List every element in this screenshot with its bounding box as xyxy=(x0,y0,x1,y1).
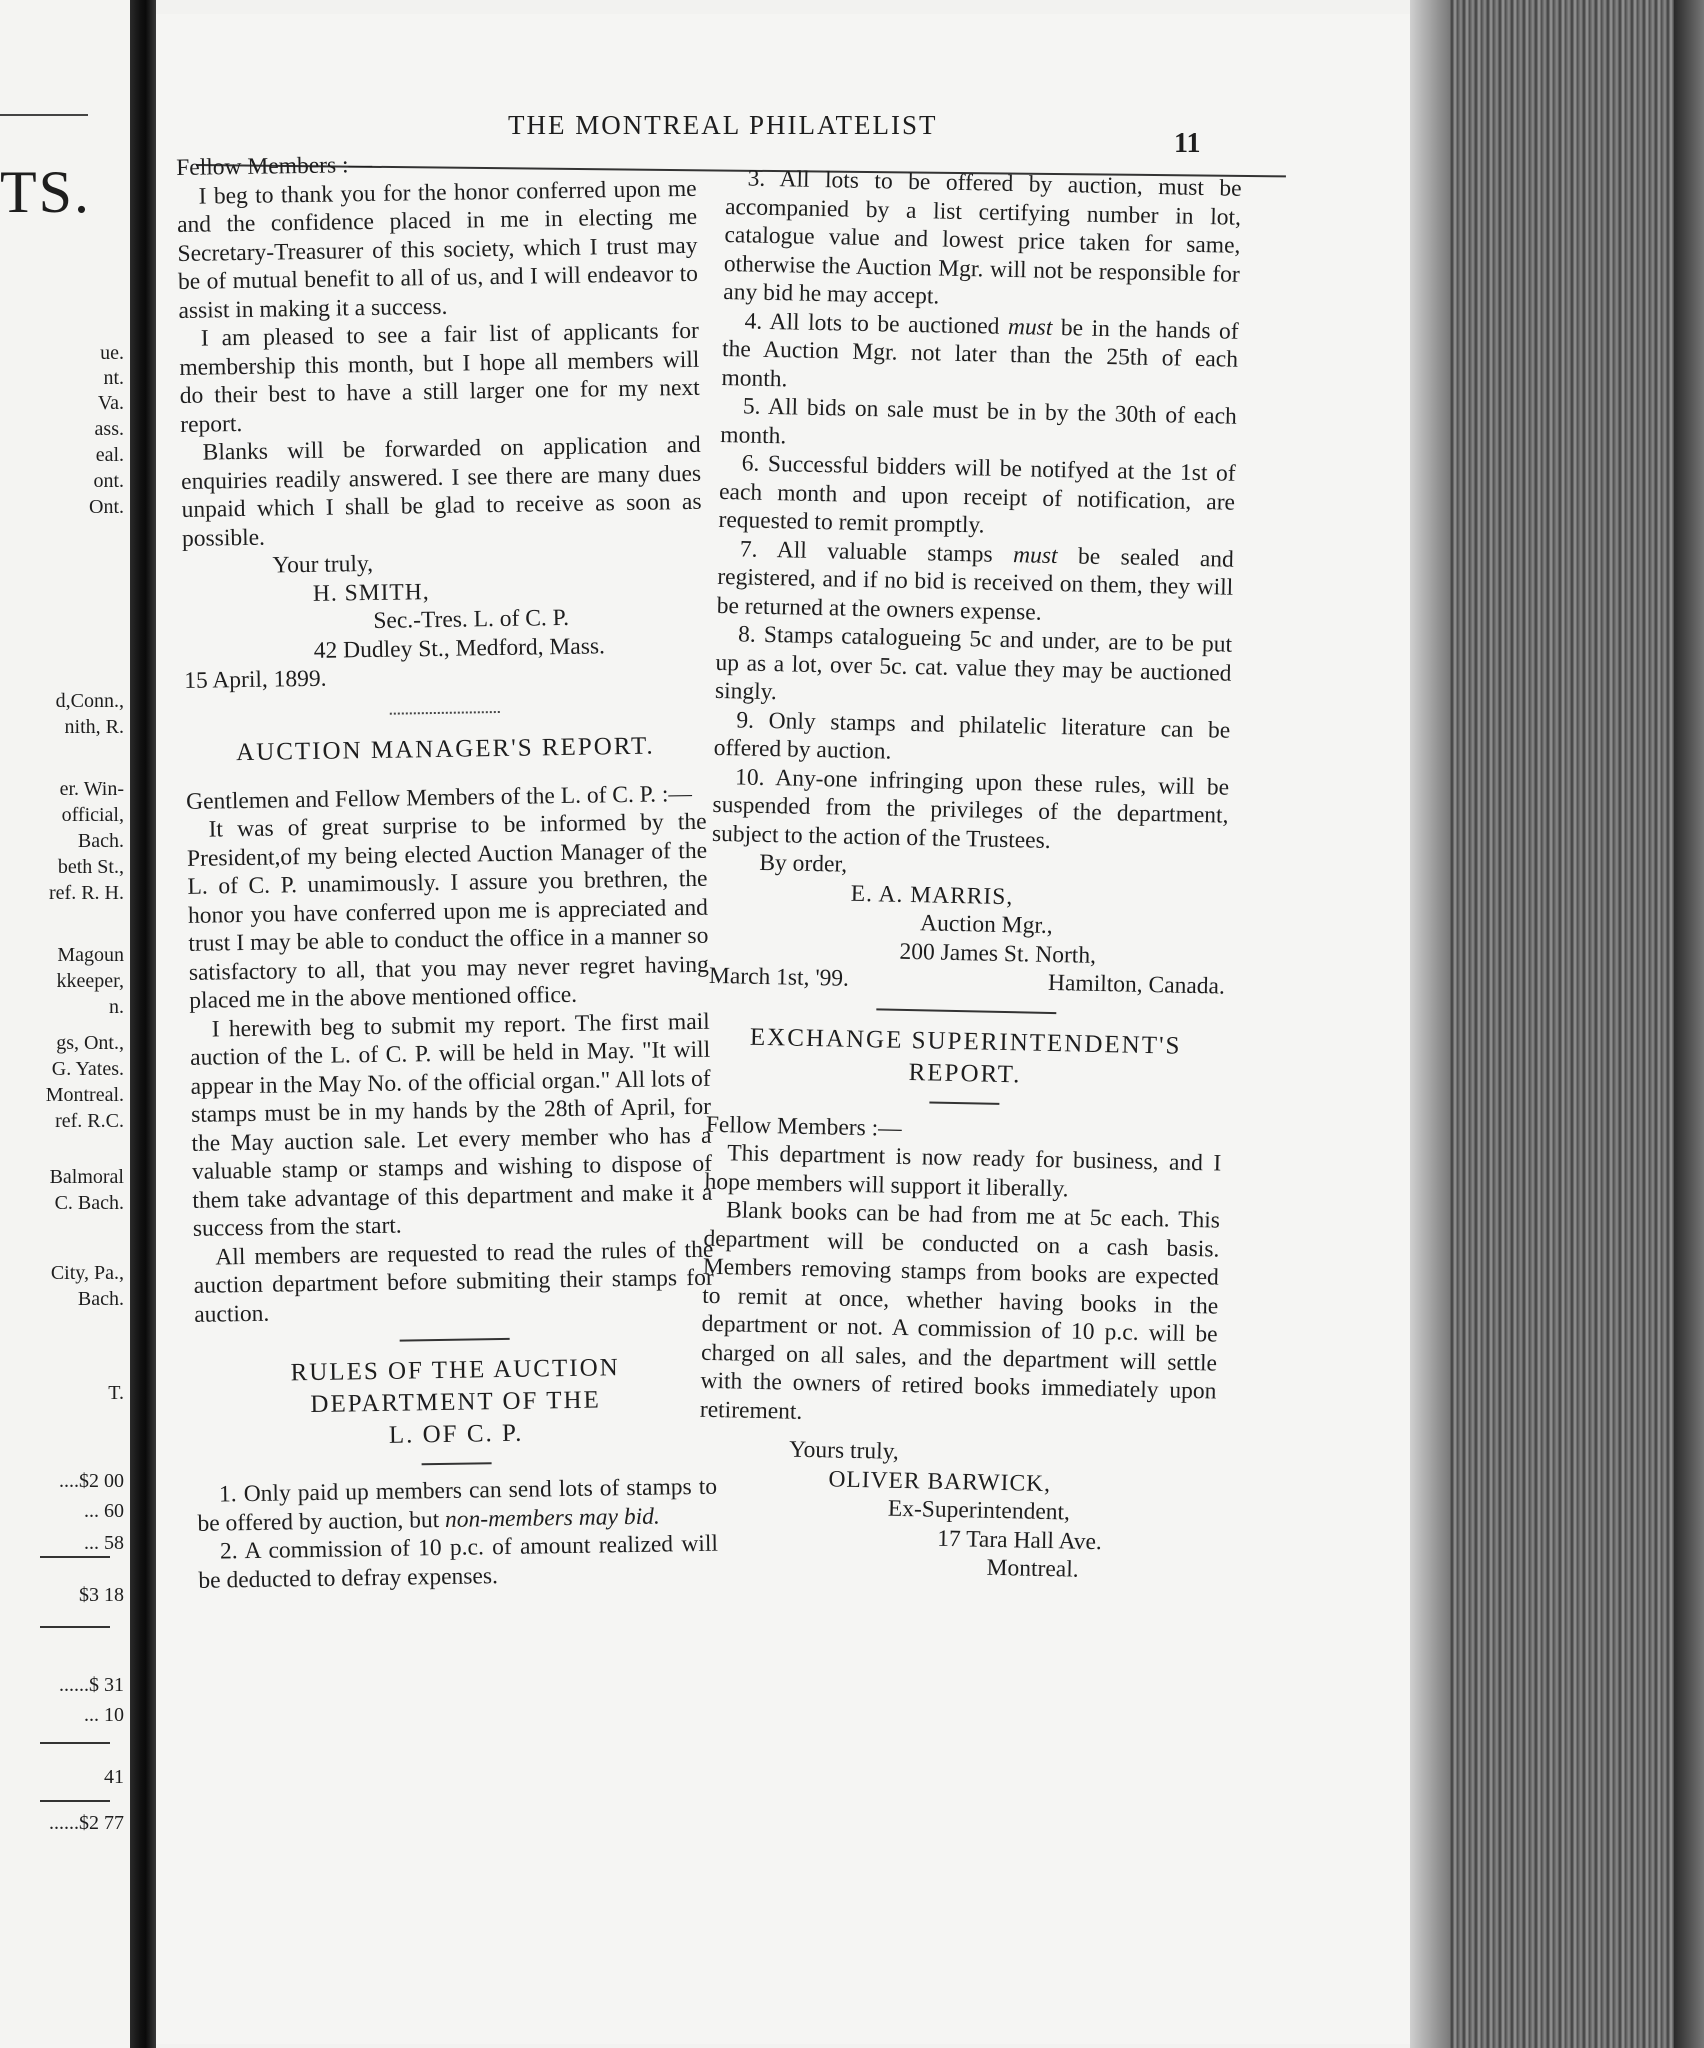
facing-page-fragment-line: ... 10 xyxy=(84,1704,124,1726)
signatory-address: 200 James St. North, xyxy=(899,938,1097,969)
facing-page-fragment-line: ont. xyxy=(93,470,124,492)
rules-heading: DEPARTMENT OF THE xyxy=(310,1386,602,1419)
running-title: THE MONTREAL PHILATELIST xyxy=(508,110,938,140)
facing-page-fragment-line: ass. xyxy=(94,418,124,440)
exchange-paragraph: Blank books can be had from me at 5c each. This department will be conducted on a cash basis. Members removing stamps from books are expected to remit at once, whether having books in the department or not. A commission of 10 p.c. will be charged on all sales, and the department will settle with the owners of retired books immediately upon retirement. xyxy=(699,1197,1221,1425)
facing-page-sum-rule xyxy=(40,1626,110,1628)
facing-page-fragment-line: kkeeper, xyxy=(56,970,124,992)
facing-page-fragment-line: ... 58 xyxy=(84,1532,124,1554)
facing-page-fragment-line: nith, R. xyxy=(64,716,124,738)
rule-emphasis: must xyxy=(1007,313,1053,341)
facing-page-fragment-line: ref. R. H. xyxy=(49,882,124,904)
letter-date: 15 April, 1899. xyxy=(184,665,327,694)
facing-page-fragment-line: ....$2 00 xyxy=(59,1470,124,1492)
rule-item xyxy=(721,306,1239,402)
auction-report-paragraph: It was of great surprise to be informed by the President,of my being elected Auction Manager of the L. of C. P. unamimously. I assure you brethren, the honor you have conferred upon me is appreciated and trust I may be able to conduct the office in a manner so satisfactory to all, that you may never regret having placed me in the above mentioned office. xyxy=(186,808,709,1014)
facing-page-fragment-line: d,Conn., xyxy=(55,690,124,712)
rule-emphasis: non-members may bid. xyxy=(444,1503,660,1533)
exchange-salutation: Fellow Members :— xyxy=(705,1111,902,1142)
facing-page-fragment-line: beth St., xyxy=(57,856,124,878)
rule-text: 4. All lots to be auctioned xyxy=(744,307,1009,340)
exchange-paragraph: This department is now ready for business, and I hope members will support it liberally. xyxy=(704,1140,1222,1202)
signatory-address: 42 Dudley St., Medford, Mass. xyxy=(313,632,606,664)
signatory-title: Ex-Superintendent, xyxy=(887,1495,1071,1526)
left-column xyxy=(176,146,719,1595)
right-column xyxy=(696,164,1241,1587)
facing-page-fragment-line: Va. xyxy=(97,392,124,414)
auction-report-heading: AUCTION MANAGER'S REPORT. xyxy=(235,732,655,766)
signatory-address: 17 Tara Hall Ave. xyxy=(936,1525,1103,1555)
exchange-heading: REPORT. xyxy=(908,1058,1022,1088)
exchange-heading: EXCHANGE SUPERINTENDENT'S xyxy=(749,1023,1182,1060)
facing-page-fragment-line: official, xyxy=(61,804,124,826)
rule-item: 3. All lots to be offered by auction, must be accompanied by a list certifying number in lot, catalogue value and lowest price taken for same, otherwise the Auction Mgr. will not be responsible for any bid he may accept. xyxy=(723,165,1242,310)
facing-page-fragment-line: Montreal. xyxy=(45,1084,124,1106)
facing-page-fragment-line: ......$2 77 xyxy=(49,1812,124,1834)
facing-page-fragment-line: ref. R.C. xyxy=(55,1110,124,1132)
rule-item: 10. Any-one infringing upon these rules, will be suspended from the privileges of the department, subject to the action of the Trustees. xyxy=(711,763,1230,854)
facing-page-sum-rule xyxy=(40,1556,110,1558)
facing-page-fragment-line: City, Pa., xyxy=(50,1262,124,1284)
rule-text: be sealed and registered, and if no bid is received on them, they will be returned at the owners expense. xyxy=(716,542,1235,626)
letter-salutation: Fellow Members :— xyxy=(176,151,373,181)
rules-heading: RULES OF THE AUCTION xyxy=(290,1354,620,1387)
auction-report-paragraph: All members are requested to read the rules of the auction department before submiting their stamps for auction. xyxy=(193,1236,714,1328)
letter-closing: Your truly, xyxy=(272,550,374,579)
rule-emphasis: must xyxy=(1012,541,1058,569)
book-page-edges xyxy=(1410,0,1704,2048)
letter-paragraph: I beg to thank you for the honor conferred upon me and the confidence placed in me in electing me Secretary-Treasurer of this society, which I trust may be of mutual benefit to all of us, and I will endeavor to assist in making it a success. xyxy=(176,175,699,324)
facing-page-fragment-line: Ont. xyxy=(89,496,124,518)
signatory-title: Sec.-Tres. L. of C. P. xyxy=(373,604,570,634)
facing-page-fragment-line: G. Yates. xyxy=(51,1058,124,1080)
auction-report-salutation: Gentlemen and Fellow Members of the L. of C. P. :— xyxy=(185,780,693,815)
rule-item: 2. A commission of 10 p.c. of amount realized will be deducted to defray expenses. xyxy=(198,1530,719,1594)
page-number: 11 xyxy=(1174,128,1201,159)
rule-item xyxy=(197,1473,718,1538)
page xyxy=(156,14,1410,2044)
facing-page-fragment-line: Bach. xyxy=(77,1288,124,1310)
facing-page-fragment-line: Magoun xyxy=(57,944,124,966)
book-cover-edge xyxy=(1674,0,1704,2048)
signatory-city: Hamilton, Canada. xyxy=(1047,969,1226,1000)
letter-paragraph: Blanks will be forwarded on application and enquiries readily answered. I see there are many dues unpaid which I shall be glad to receive as soon as possible. xyxy=(180,431,702,552)
facing-page-fragment-line: n. xyxy=(109,996,124,1018)
facing-page-fragment-line: eal. xyxy=(95,444,124,466)
letter-paragraph: I am pleased to see a fair list of applicants for membership this month, but I hope all members will do their best to have a still larger one for my next report. xyxy=(179,317,700,438)
section-divider xyxy=(390,710,500,714)
signatory-name: OLIVER BARWICK, xyxy=(828,1465,1052,1497)
facing-page-sum-rule xyxy=(40,1800,110,1802)
facing-page-fragment-line: ue. xyxy=(100,342,124,364)
exchange-closing: Yours truly, xyxy=(788,1436,900,1465)
rule-text: be in the hands of the Auction Mgr. not later than the 25th of each month. xyxy=(721,314,1239,392)
rule-item: 8. Stamps catalogueing 5c and under, are to be put up as a lot, over 5c. cat. value they may be auctioned singly. xyxy=(714,621,1233,706)
rule-text: 7. All valuable stamps xyxy=(739,535,1014,568)
facing-page-fragment-line: ... 60 xyxy=(84,1500,124,1522)
report-date: March 1st, '99. xyxy=(708,962,850,992)
facing-page-fragment-line: gs, Ont., xyxy=(56,1032,124,1054)
facing-page-rule xyxy=(0,114,88,116)
rule-item: 9. Only stamps and philatelic literature can be offered by auction. xyxy=(713,706,1231,765)
facing-page-fragment-line: T. xyxy=(108,1382,124,1404)
rule-item: 5. All bids on sale must be in by the 30th of each month. xyxy=(720,393,1238,449)
page-edge-shade xyxy=(1410,0,1450,2048)
section-divider xyxy=(876,1008,1056,1014)
signatory-name: E. A. MARRIS, xyxy=(850,880,1014,910)
rule-item xyxy=(716,534,1234,630)
rule-text: 1. Only paid up members can send lots of stamps to be offered by auction, but xyxy=(197,1473,718,1537)
facing-page-fragment-line: ......$ 31 xyxy=(59,1674,124,1696)
facing-page-heading-fragment: TS. xyxy=(0,159,92,225)
rules-heading: L. OF C. P. xyxy=(388,1419,524,1449)
section-divider xyxy=(422,1462,492,1465)
section-divider xyxy=(400,1338,510,1342)
book-gutter xyxy=(130,0,156,2048)
signatory-title: Auction Mgr., xyxy=(919,910,1053,940)
facing-page-fragment-line: $3 18 xyxy=(79,1584,124,1606)
facing-page-fragment-line: nt. xyxy=(103,367,124,389)
signatory-name: H. SMITH, xyxy=(312,578,430,607)
facing-page-fragment-line: er. Win- xyxy=(59,778,124,800)
signatory-city: Montreal. xyxy=(986,1554,1079,1583)
section-divider xyxy=(929,1101,999,1104)
facing-page-fragment-line: Bach. xyxy=(77,830,124,852)
by-order: By order, xyxy=(759,849,848,878)
facing-page-fragment-line: Balmoral xyxy=(49,1166,124,1188)
facing-page-sum-rule xyxy=(40,1742,110,1744)
facing-page-fragment xyxy=(0,0,140,2048)
auction-report-paragraph: I herewith beg to submit my report. The first mail auction of the L. of C. P. will be held in May. "It will appear in the May No. of the official organ." All lots of stamps must be in my hands by the 28th of April, for the May auction sale. Let every member who has a valuable stamp or stamps and wishing to dispose of them take advantage of this department and make it a success from the start. xyxy=(189,1008,713,1242)
rule-item: 6. Successful bidders will be notifyed at the 1st of each month and upon receipt of notification, are requested to remit promptly. xyxy=(718,450,1236,539)
facing-page-fragment-line: 41 xyxy=(104,1766,124,1788)
facing-page-fragment-line: C. Bach. xyxy=(54,1192,124,1214)
